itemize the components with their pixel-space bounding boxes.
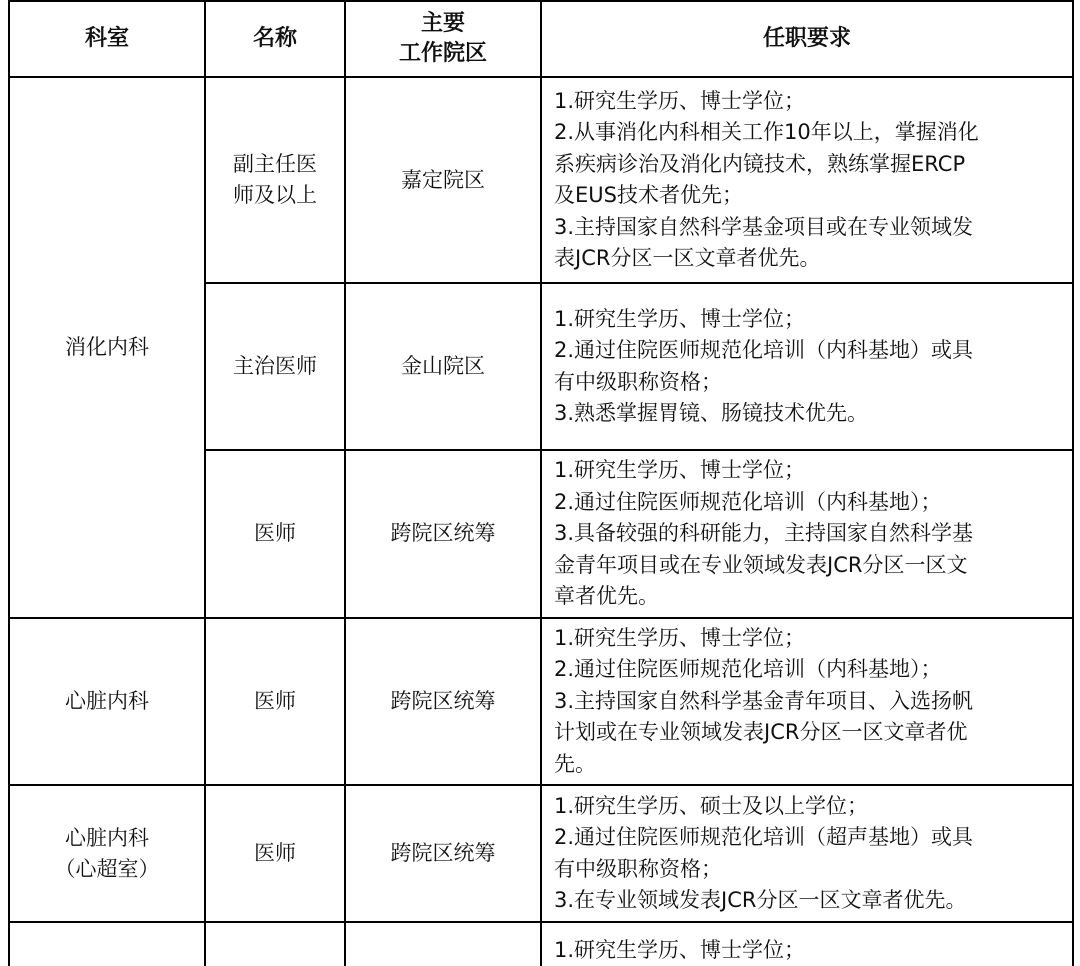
req-line: 1.研究生学历、博士学位； [554, 458, 806, 482]
campus-cell: 跨院区统筹 [345, 450, 541, 618]
req-line: 1.研究生学历、博士学位； [554, 625, 806, 650]
req-line: 及EUS技术者优先； [554, 183, 743, 207]
name-cell: 主治医师 [205, 283, 345, 450]
table-row [9, 785, 1073, 922]
req-line: 章者优先。 [554, 584, 659, 608]
req-line: 表JCR分区一区文章者优先。 [554, 246, 821, 270]
req-line: 1.研究生学历、硕士及以上学位； [554, 793, 869, 818]
campus-cell: 嘉定院区 [345, 77, 541, 283]
req-line: 2.通过住院医师规范化培训（内科基地）； [554, 657, 942, 681]
header-campus-line1: 主要 [420, 11, 465, 36]
req-line: 计划或在专业领域发表JCR分区一区文章者优 [554, 720, 968, 744]
header-campus [345, 1, 541, 77]
dept-line: 心脏内科 [65, 825, 149, 850]
req-cell [541, 77, 1073, 283]
dept-cell: 心脏内科 [9, 618, 205, 786]
req-line: 3.主持国家自然科学基金项目或在专业领域发 [554, 214, 974, 239]
table-row [9, 618, 1073, 786]
campus-cell: 跨院区统筹 [345, 785, 541, 922]
dept-cell [9, 785, 205, 922]
dept-cell-partial [9, 922, 205, 966]
dept-line: （心超室） [54, 856, 160, 881]
table-row-partial [9, 922, 1073, 966]
req-line: 2.通过住院医师规范化培训（内科基地）； [554, 489, 942, 514]
name-cell: 医师 [205, 618, 345, 786]
req-line-partial: 1.研究生学历、博士学位； [554, 938, 806, 962]
req-line: 有中级职称资格； [554, 369, 722, 394]
name-cell: 医师 [205, 450, 345, 618]
req-line: 1.研究生学历、博士学位； [554, 306, 806, 331]
header-name: 名称 [205, 1, 345, 77]
name-cell-partial [205, 922, 345, 966]
req-line: 先。 [554, 751, 596, 776]
dept-cell: 消化内科 [9, 77, 205, 618]
req-cell [541, 283, 1073, 450]
req-line: 3.具备较强的科研能力，主持国家自然科学基 [554, 521, 974, 545]
req-cell-partial [541, 922, 1073, 966]
name-cell [205, 77, 345, 283]
req-line: 3.熟悉掌握胃镜、肠镜技术优先。 [554, 401, 869, 425]
campus-cell: 跨院区统筹 [345, 618, 541, 786]
name-line: 师及以上 [233, 183, 317, 207]
req-cell [541, 785, 1073, 922]
header-campus-line2: 工作院区 [398, 41, 487, 66]
header-dept: 科室 [9, 1, 205, 77]
header-row [9, 1, 1073, 77]
req-line: 有中级职称资格； [554, 856, 722, 881]
recruitment-table [8, 0, 1074, 966]
campus-cell: 金山院区 [345, 283, 541, 450]
name-cell: 医师 [205, 785, 345, 922]
req-cell [541, 618, 1073, 786]
header-req: 任职要求 [541, 1, 1073, 77]
req-line: 2.从事消化内科相关工作10年以上，掌握消化 [554, 120, 979, 144]
req-line: 1.研究生学历、博士学位； [554, 88, 806, 113]
req-line: 3.在专业领域发表JCR分区一区文章者优先。 [554, 888, 967, 912]
req-line: 2.通过住院医师规范化培训（超声基地）或具 [554, 825, 974, 849]
table-row [9, 77, 1073, 283]
req-line: 系疾病诊治及消化内镜技术，熟练掌握ERCP [554, 151, 966, 176]
req-line: 金青年项目或在专业领域发表JCR分区一区文 [554, 552, 968, 577]
req-line: 2.通过住院医师规范化培训（内科基地）或具 [554, 338, 974, 362]
campus-cell-partial [345, 922, 541, 966]
name-line: 副主任医 [233, 152, 317, 176]
req-line: 3.主持国家自然科学基金青年项目、入选扬帆 [554, 688, 974, 713]
req-cell [541, 450, 1073, 618]
